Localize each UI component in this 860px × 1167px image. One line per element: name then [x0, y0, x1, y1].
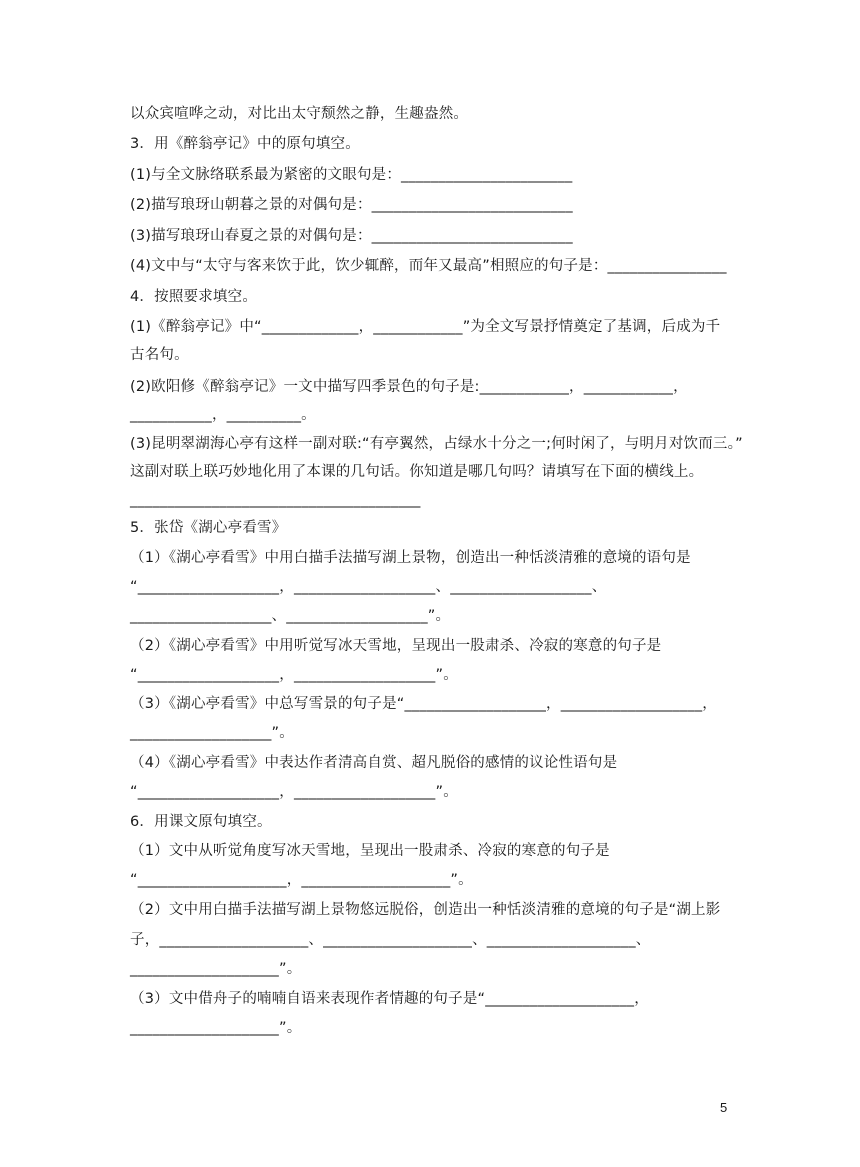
question-heading: 3．用《醉翁亭记》中的原句填空。: [130, 136, 360, 152]
question-heading: 5．张岱《湖心亭看雪》: [130, 520, 287, 536]
text-line: （1）文中从听觉角度写冰天雪地，呈现出一股肃杀、冷寂的寒意的句子是: [130, 843, 610, 859]
text-line: (3)描写琅玡山春夏之景的对偶句是：___________________________: [130, 228, 573, 244]
text-line: 古名句。: [130, 347, 189, 363]
question-heading: 4．按照要求填空。: [130, 289, 258, 305]
text-line: (1)《醉翁亭记》中“_____________，____________”为全文写景抒情奠定了基调，后成为千: [130, 319, 721, 335]
text-line: （3）文中借舟子的喃喃自语来表现作者情趣的句子是“____________________，: [130, 991, 649, 1007]
text-line: ___________________、___________________”。: [130, 608, 451, 624]
text-line: 子，____________________、____________________、____________________、: [130, 932, 651, 948]
text-line: ____________________”。: [130, 961, 302, 977]
page-number: 5: [720, 1100, 728, 1115]
text-line: （4）《湖心亭看雪》中表达作者清高自赏、超凡脱俗的感情的议论性语句是: [130, 755, 618, 771]
text-line: ___________________”。: [130, 725, 294, 741]
answer-blank: _______________________________________: [130, 492, 421, 508]
text-line: (3)昆明翠湖海心亭有这样一副对联:“有亭翼然，占绿水十分之一;何时闲了，与明月对饮而三。”: [130, 436, 743, 452]
text-line: (2)描写琅玡山朝暮之景的对偶句是：___________________________: [130, 197, 573, 213]
question-heading: 6．用课文原句填空。: [130, 814, 272, 830]
text-line: “___________________，___________________”。: [130, 784, 458, 800]
text-line: （1）《湖心亭看雪》中用白描手法描写湖上景物，创造出一种恬淡清雅的意境的语句是: [130, 550, 691, 566]
text-line: ____________________”。: [130, 1020, 302, 1036]
text-line: （2）《湖心亭看雪》中用听觉写冰天雪地，呈现出一股肃杀、冷寂的寒意的句子是: [130, 638, 662, 654]
text-line: “___________________，___________________”。: [130, 667, 458, 683]
text-line: (2)欧阳修《醉翁亭记》一文中描写四季景色的句子是:____________，____________，: [130, 379, 688, 395]
text-line: （3）《湖心亭看雪》中总写雪景的句子是“___________________，___________________，: [130, 696, 717, 712]
text-line: （2）文中用白描手法描写湖上景物悠远脱俗，创造出一种恬淡清雅的意境的句子是“湖上影: [130, 902, 721, 918]
text-line: 以众宾喧哗之动，对比出太守颓然之静，生趣盎然。: [130, 106, 469, 122]
text-line: “____________________，____________________”。: [130, 872, 473, 888]
text-line: 这副对联上联巧妙地化用了本课的几句话。你知道是哪几句吗？请填写在下面的横线上。: [130, 464, 704, 480]
text-line: (4)文中与“太守与客来饮于此，饮少辄醉，而年又最高”相照应的句子是：________________: [130, 258, 727, 274]
text-line: (1)与全文脉络联系最为紧密的文眼句是：_______________________: [130, 167, 573, 183]
text-line: “___________________，___________________、___________________、: [130, 579, 607, 595]
text-line: ___________，__________。: [130, 407, 316, 423]
